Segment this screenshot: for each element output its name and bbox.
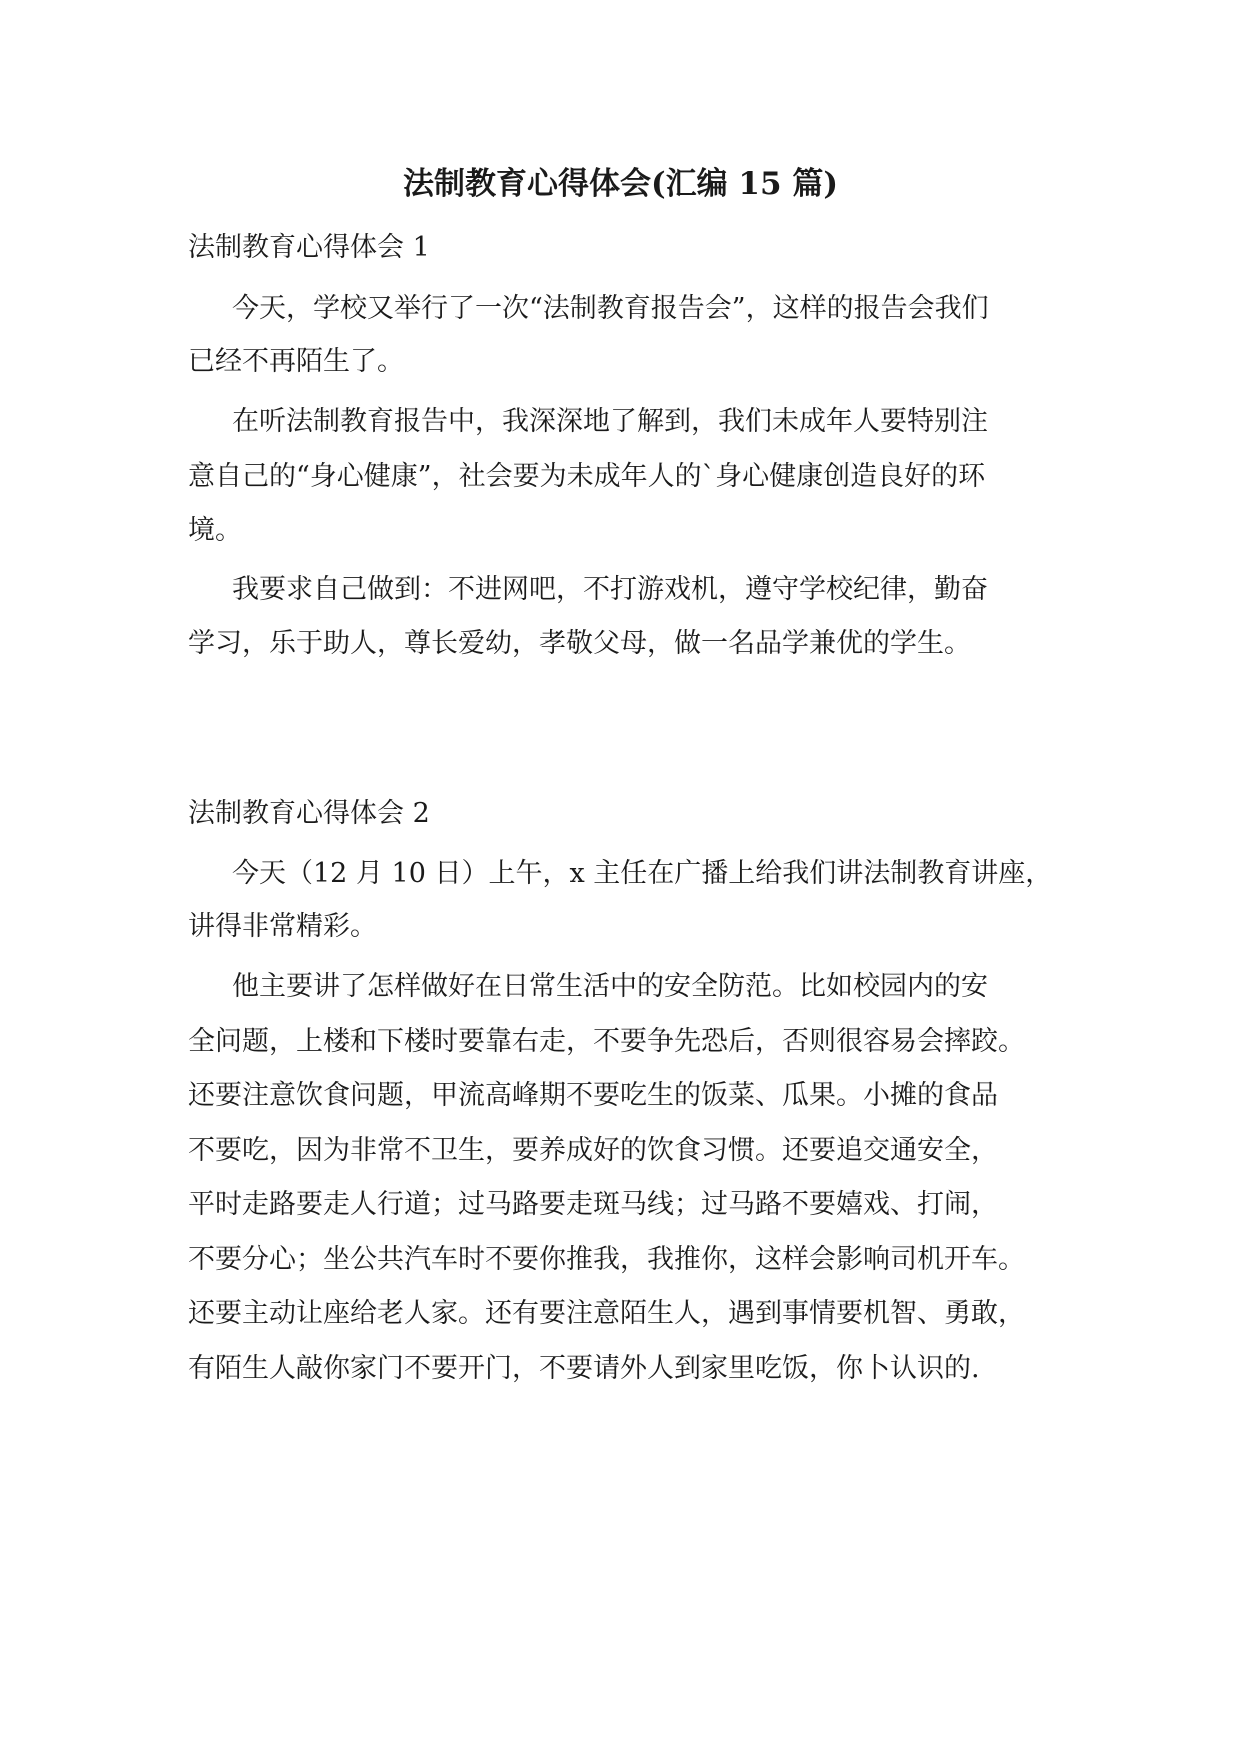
paragraph-line: 不要分心；坐公共汽车时不要你推我，我推你，这样会影响司机开车。	[188, 1244, 1025, 1275]
paragraph-line: 还要主动让座给老人家。还有要注意陌生人，遇到事情要机智、勇敢，	[188, 1298, 1025, 1329]
paragraph-line: 意自己的“身心健康”，社会要为未成年人的`身心健康创造良好的环	[188, 461, 986, 492]
paragraph-line: 他主要讲了怎样做好在日常生活中的安全防范。比如校园内的安	[232, 971, 988, 1002]
paragraph-line: 还要注意饮食问题，甲流高峰期不要吃生的饭菜、瓜果。小摊的食品	[188, 1080, 998, 1111]
paragraph-line: 今天（12 月 10 日）上午，x 主任在广播上给我们讲法制教育讲座，	[232, 858, 1053, 889]
paragraph-line: 不要吃，因为非常不卫生，要养成好的饮食习惯。还要追交通安全，	[188, 1135, 998, 1166]
paragraph-line: 在听法制教育报告中，我深深地了解到，我们未成年人要特别注	[232, 406, 988, 437]
paragraph-line: 讲得非常精彩。	[188, 911, 377, 942]
paragraph-line: 学习，乐于助人，尊长爱幼，孝敬父母，做一名品学兼优的学生。	[188, 628, 971, 659]
section-heading: 法制教育心得体会 2	[188, 798, 430, 829]
paragraph-line: 已经不再陌生了。	[188, 346, 404, 377]
paragraph-line: 境。	[188, 515, 242, 546]
document-title: 法制教育心得体会(汇编 15 篇)	[402, 166, 839, 202]
paragraph-line: 有陌生人敲你家门不要开门，不要请外人到家里吃饭，你卜认识的.	[188, 1353, 980, 1384]
paragraph-line: 平时走路要走人行道；过马路要走斑马线；过马路不要嬉戏、打闹，	[188, 1189, 998, 1220]
section-heading: 法制教育心得体会 1	[188, 232, 430, 263]
paragraph-line: 我要求自己做到：不进网吧，不打游戏机，遵守学校纪律，勤奋	[232, 574, 988, 605]
paragraph-line: 全问题，上楼和下楼时要靠右走，不要争先恐后，否则很容易会摔跤。	[188, 1026, 1025, 1057]
paragraph-line: 今天，学校又举行了一次“法制教育报告会”，这样的报告会我们	[232, 293, 989, 324]
